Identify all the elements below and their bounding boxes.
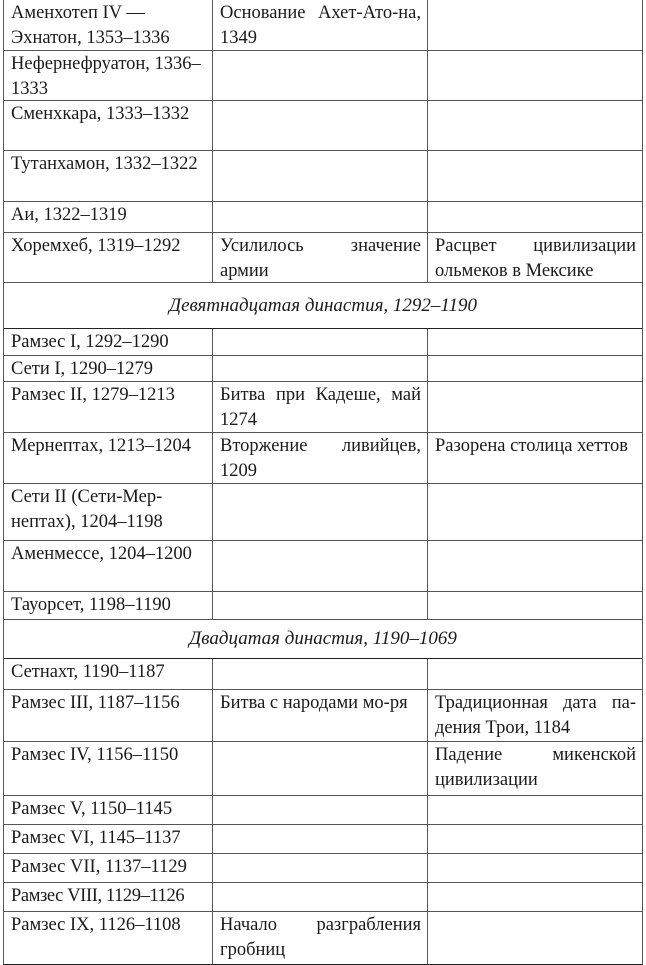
ruler-cell: Рамзес I, 1292–1290 (4, 329, 213, 355)
table-row (4, 659, 642, 689)
ruler-cell: Рамзес VIII, 1129–1126 (4, 883, 213, 911)
table-row (4, 355, 642, 381)
world-event-cell (428, 484, 642, 540)
world-event-cell (428, 382, 642, 432)
egypt-event-cell: Основание Ахет-Ато-на, 1349 (213, 0, 428, 50)
table-row (4, 853, 642, 882)
ruler-cell: Рамзес V, 1150–1145 (4, 796, 213, 824)
ruler-cell: Сетнахт, 1190–1187 (4, 659, 213, 689)
table-row (4, 232, 642, 282)
table-row (4, 882, 642, 911)
table-row (4, 0, 642, 50)
table-row (4, 741, 642, 795)
ruler-cell: Рамзес IV, 1156–1150 (4, 742, 213, 795)
egypt-event-cell (213, 356, 428, 381)
table-row (4, 483, 642, 540)
world-event-cell (428, 912, 642, 964)
egypt-event-cell: Начало разграбления гробниц (213, 912, 428, 964)
world-event-cell (428, 151, 642, 201)
egypt-event-cell (213, 202, 428, 232)
dynasty-header-20 (4, 619, 642, 659)
table-row (4, 540, 642, 591)
egypt-event-cell (213, 742, 428, 795)
world-event-cell (428, 854, 642, 882)
ruler-cell: Сменхкара, 1333–1332 (4, 101, 213, 150)
ruler-cell: Сети II (Сети-Мер-нептах), 1204–1198 (4, 484, 213, 540)
ruler-cell: Мернептах, 1213–1204 (4, 433, 213, 483)
world-event-cell: Традиционная дата па-дения Трои, 1184 (435, 693, 636, 738)
world-event-cell (428, 796, 642, 824)
egypt-event-cell (213, 854, 428, 882)
table-row (4, 381, 642, 432)
table-row (4, 591, 642, 619)
ruler-cell: Рамзес II, 1279–1213 (4, 382, 213, 432)
egypt-event-cell (213, 484, 428, 540)
world-event-cell: Разорена столица хеттов (435, 436, 628, 456)
world-event-cell (428, 659, 642, 689)
table-row (4, 795, 642, 824)
world-event-cell (428, 101, 642, 150)
egypt-event-cell (213, 883, 428, 911)
ruler-cell: Рамзес VII, 1137–1129 (4, 854, 213, 882)
world-event-cell (428, 329, 642, 355)
egypt-event-cell (213, 329, 428, 355)
ruler-cell: Хоремхеб, 1319–1292 (4, 233, 213, 282)
egypt-event-cell: Битва с народами мо-ря (213, 690, 428, 741)
table-row (4, 201, 642, 232)
dynasty-title: Двадцатая династия, 1190–1069 (189, 628, 457, 649)
dynasty-title: Девятнадцатая династия, 1292–1190 (169, 294, 477, 316)
table-row (4, 100, 642, 150)
table-row (4, 689, 642, 741)
chronology-table (3, 0, 643, 965)
egypt-event-cell (213, 796, 428, 824)
world-event-cell (428, 51, 642, 100)
egypt-event-cell (213, 101, 428, 150)
ruler-cell: Сети I, 1290–1279 (4, 356, 213, 381)
table-row (4, 50, 642, 100)
ruler-cell: Нефернефруатон, 1336–1333 (4, 51, 213, 100)
table-row (4, 824, 642, 853)
ruler-cell: Рамзес VI, 1145–1137 (4, 825, 213, 853)
ruler-cell: Тутанхамон, 1332–1322 (4, 151, 213, 201)
world-event-cell: Расцвет цивилизации ольмеков в Мексике (435, 236, 636, 281)
ruler-cell: Тауорсет, 1198–1190 (4, 592, 213, 619)
egypt-event-cell: Битва при Кадеше, май 1274 (213, 382, 428, 432)
egypt-event-cell (213, 51, 428, 100)
ruler-cell: Аменхотеп IV — Эхнатон, 1353–1336 (4, 0, 213, 50)
egypt-event-cell (213, 151, 428, 201)
ruler-cell: Рамзес IX, 1126–1108 (4, 912, 213, 964)
ruler-cell: Аи, 1322–1319 (4, 202, 213, 232)
egypt-event-cell (213, 659, 428, 689)
world-event-cell (428, 541, 642, 591)
world-event-cell (428, 202, 642, 232)
egypt-event-cell: Усилилось значение армии (213, 233, 428, 282)
ruler-cell: Рамзес III, 1187–1156 (4, 690, 213, 741)
table-row (4, 432, 642, 483)
world-event-cell (428, 0, 642, 50)
world-event-cell (428, 883, 642, 911)
world-event-cell (428, 356, 642, 381)
table-row (4, 329, 642, 355)
dynasty-header-19 (4, 282, 642, 329)
table-row (4, 150, 642, 201)
ruler-cell: Аменмессе, 1204–1200 (4, 541, 213, 591)
egypt-event-cell (213, 541, 428, 591)
table-row (4, 911, 642, 964)
egypt-event-cell: Вторжение ливийцев, 1209 (213, 433, 428, 483)
world-event-cell (428, 825, 642, 853)
world-event-cell (428, 592, 642, 619)
egypt-event-cell (213, 592, 428, 619)
world-event-cell: Падение микенской цивилизации (435, 745, 636, 790)
egypt-event-cell (213, 825, 428, 853)
